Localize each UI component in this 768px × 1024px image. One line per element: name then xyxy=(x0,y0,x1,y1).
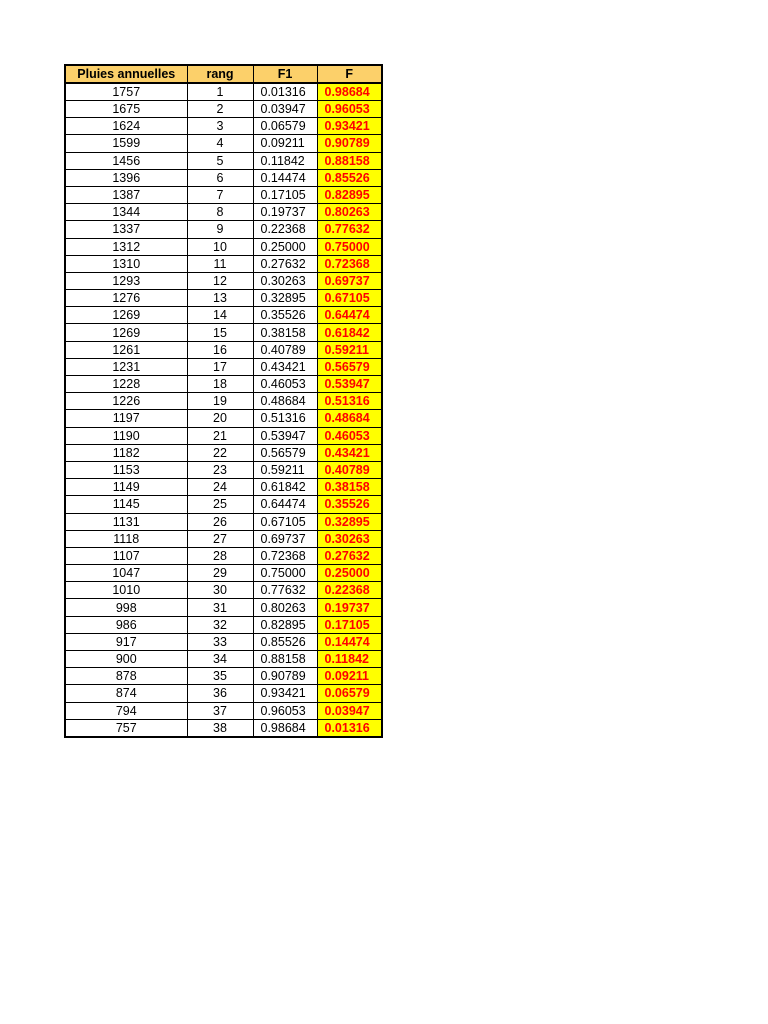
cell-f[interactable]: 0.69737 xyxy=(317,272,382,289)
table-row xyxy=(65,186,382,203)
cell-rang[interactable]: 21 xyxy=(187,427,253,444)
cell-pluies-annuelles[interactable]: 1269 xyxy=(65,324,187,341)
cell-rang[interactable]: 2 xyxy=(187,101,253,118)
table-row xyxy=(65,221,382,238)
cell-pluies-annuelles[interactable]: 1312 xyxy=(65,238,187,255)
table-row xyxy=(65,376,382,393)
cell-rang[interactable]: 34 xyxy=(187,651,253,668)
cell-f[interactable]: 0.43421 xyxy=(317,444,382,461)
cell-rang[interactable]: 13 xyxy=(187,290,253,307)
cell-f1[interactable]: 0.19737 xyxy=(253,204,317,221)
cell-pluies-annuelles[interactable]: 1344 xyxy=(65,204,187,221)
cell-pluies-annuelles[interactable]: 1226 xyxy=(65,393,187,410)
table-row xyxy=(65,358,382,375)
table-row xyxy=(65,719,382,737)
table-row xyxy=(65,341,382,358)
cell-pluies-annuelles[interactable]: 1456 xyxy=(65,152,187,169)
cell-rang[interactable]: 1 xyxy=(187,83,253,101)
cell-f[interactable]: 0.51316 xyxy=(317,393,382,410)
cell-rang[interactable]: 3 xyxy=(187,118,253,135)
cell-rang[interactable]: 15 xyxy=(187,324,253,341)
cell-f1[interactable]: 0.03947 xyxy=(253,101,317,118)
cell-rang[interactable]: 17 xyxy=(187,358,253,375)
cell-pluies-annuelles[interactable]: 986 xyxy=(65,616,187,633)
cell-f1[interactable]: 0.88158 xyxy=(253,651,317,668)
cell-f1[interactable]: 0.56579 xyxy=(253,444,317,461)
table-row xyxy=(65,101,382,118)
cell-f[interactable]: 0.53947 xyxy=(317,376,382,393)
cell-f[interactable]: 0.59211 xyxy=(317,341,382,358)
cell-f[interactable]: 0.77632 xyxy=(317,221,382,238)
table-row xyxy=(65,427,382,444)
cell-f1[interactable]: 0.93421 xyxy=(253,685,317,702)
cell-f1[interactable]: 0.51316 xyxy=(253,410,317,427)
table-row xyxy=(65,633,382,650)
header-pluies-annuelles[interactable]: Pluies annuelles xyxy=(65,65,187,83)
cell-rang[interactable]: 9 xyxy=(187,221,253,238)
cell-pluies-annuelles[interactable]: 1182 xyxy=(65,444,187,461)
table-row xyxy=(65,255,382,272)
table-row xyxy=(65,651,382,668)
cell-f[interactable]: 0.27632 xyxy=(317,547,382,564)
cell-pluies-annuelles[interactable]: 1118 xyxy=(65,530,187,547)
cell-f[interactable]: 0.32895 xyxy=(317,513,382,530)
table-row xyxy=(65,307,382,324)
cell-rang[interactable]: 35 xyxy=(187,668,253,685)
table-body xyxy=(65,83,382,737)
cell-f1[interactable]: 0.90789 xyxy=(253,668,317,685)
cell-f1[interactable]: 0.38158 xyxy=(253,324,317,341)
cell-pluies-annuelles[interactable]: 757 xyxy=(65,719,187,737)
cell-rang[interactable]: 7 xyxy=(187,186,253,203)
cell-rang[interactable]: 29 xyxy=(187,565,253,582)
cell-rang[interactable]: 10 xyxy=(187,238,253,255)
cell-f[interactable]: 0.67105 xyxy=(317,290,382,307)
cell-f[interactable]: 0.25000 xyxy=(317,565,382,582)
cell-f[interactable]: 0.75000 xyxy=(317,238,382,255)
header-f1[interactable]: F1 xyxy=(253,65,317,83)
table-row xyxy=(65,479,382,496)
cell-f1[interactable]: 0.72368 xyxy=(253,547,317,564)
cell-f1[interactable]: 0.64474 xyxy=(253,496,317,513)
cell-pluies-annuelles[interactable]: 1675 xyxy=(65,101,187,118)
table-row xyxy=(65,547,382,564)
cell-f1[interactable]: 0.48684 xyxy=(253,393,317,410)
cell-rang[interactable]: 6 xyxy=(187,169,253,186)
cell-pluies-annuelles[interactable]: 1396 xyxy=(65,169,187,186)
cell-rang[interactable]: 28 xyxy=(187,547,253,564)
table-row xyxy=(65,118,382,135)
cell-f[interactable]: 0.38158 xyxy=(317,479,382,496)
cell-f[interactable]: 0.09211 xyxy=(317,668,382,685)
cell-f[interactable]: 0.35526 xyxy=(317,496,382,513)
table-row xyxy=(65,83,382,101)
cell-f1[interactable]: 0.11842 xyxy=(253,152,317,169)
cell-pluies-annuelles[interactable]: 1337 xyxy=(65,221,187,238)
cell-f1[interactable]: 0.53947 xyxy=(253,427,317,444)
cell-rang[interactable]: 16 xyxy=(187,341,253,358)
table-row xyxy=(65,204,382,221)
cell-f1[interactable]: 0.61842 xyxy=(253,479,317,496)
cell-f1[interactable]: 0.43421 xyxy=(253,358,317,375)
cell-f[interactable]: 0.14474 xyxy=(317,633,382,650)
cell-f1[interactable]: 0.82895 xyxy=(253,616,317,633)
table-row xyxy=(65,290,382,307)
cell-f[interactable]: 0.93421 xyxy=(317,118,382,135)
cell-f[interactable]: 0.98684 xyxy=(317,83,382,101)
cell-pluies-annuelles[interactable]: 1010 xyxy=(65,582,187,599)
cell-f1[interactable]: 0.75000 xyxy=(253,565,317,582)
table-row xyxy=(65,496,382,513)
header-row xyxy=(65,65,382,83)
cell-f1[interactable]: 0.98684 xyxy=(253,719,317,737)
cell-f1[interactable]: 0.77632 xyxy=(253,582,317,599)
cell-f[interactable]: 0.03947 xyxy=(317,702,382,719)
cell-rang[interactable]: 37 xyxy=(187,702,253,719)
cell-pluies-annuelles[interactable]: 998 xyxy=(65,599,187,616)
cell-rang[interactable]: 5 xyxy=(187,152,253,169)
cell-pluies-annuelles[interactable]: 1228 xyxy=(65,376,187,393)
cell-f1[interactable]: 0.67105 xyxy=(253,513,317,530)
cell-f[interactable]: 0.48684 xyxy=(317,410,382,427)
cell-pluies-annuelles[interactable]: 1276 xyxy=(65,290,187,307)
cell-rang[interactable]: 32 xyxy=(187,616,253,633)
cell-f1[interactable]: 0.80263 xyxy=(253,599,317,616)
cell-f[interactable]: 0.40789 xyxy=(317,461,382,478)
cell-f1[interactable]: 0.40789 xyxy=(253,341,317,358)
cell-pluies-annuelles[interactable]: 1231 xyxy=(65,358,187,375)
cell-pluies-annuelles[interactable]: 1269 xyxy=(65,307,187,324)
cell-pluies-annuelles[interactable]: 1131 xyxy=(65,513,187,530)
cell-rang[interactable]: 27 xyxy=(187,530,253,547)
cell-f[interactable]: 0.80263 xyxy=(317,204,382,221)
table-row xyxy=(65,444,382,461)
cell-rang[interactable]: 31 xyxy=(187,599,253,616)
table-row xyxy=(65,393,382,410)
rainfall-frequency-table xyxy=(64,64,383,738)
cell-rang[interactable]: 8 xyxy=(187,204,253,221)
table-row xyxy=(65,582,382,599)
table-row xyxy=(65,324,382,341)
cell-rang[interactable]: 22 xyxy=(187,444,253,461)
cell-rang[interactable]: 19 xyxy=(187,393,253,410)
cell-f1[interactable]: 0.85526 xyxy=(253,633,317,650)
cell-f1[interactable]: 0.22368 xyxy=(253,221,317,238)
cell-f1[interactable]: 0.59211 xyxy=(253,461,317,478)
cell-pluies-annuelles[interactable]: 917 xyxy=(65,633,187,650)
cell-f[interactable]: 0.46053 xyxy=(317,427,382,444)
cell-f[interactable]: 0.72368 xyxy=(317,255,382,272)
cell-pluies-annuelles[interactable]: 1310 xyxy=(65,255,187,272)
cell-rang[interactable]: 23 xyxy=(187,461,253,478)
cell-f[interactable]: 0.22368 xyxy=(317,582,382,599)
cell-f1[interactable]: 0.09211 xyxy=(253,135,317,152)
cell-f[interactable]: 0.85526 xyxy=(317,169,382,186)
table-row xyxy=(65,461,382,478)
cell-rang[interactable]: 18 xyxy=(187,376,253,393)
cell-pluies-annuelles[interactable]: 874 xyxy=(65,685,187,702)
cell-f1[interactable]: 0.25000 xyxy=(253,238,317,255)
table-row xyxy=(65,616,382,633)
cell-pluies-annuelles[interactable]: 1599 xyxy=(65,135,187,152)
cell-f1[interactable]: 0.01316 xyxy=(253,83,317,101)
cell-pluies-annuelles[interactable]: 1047 xyxy=(65,565,187,582)
table-row xyxy=(65,599,382,616)
table-row xyxy=(65,668,382,685)
table-row xyxy=(65,135,382,152)
cell-rang[interactable]: 36 xyxy=(187,685,253,702)
cell-f[interactable]: 0.17105 xyxy=(317,616,382,633)
table-row xyxy=(65,565,382,582)
table-row xyxy=(65,152,382,169)
cell-f[interactable]: 0.96053 xyxy=(317,101,382,118)
cell-rang[interactable]: 24 xyxy=(187,479,253,496)
cell-f1[interactable]: 0.06579 xyxy=(253,118,317,135)
cell-rang[interactable]: 14 xyxy=(187,307,253,324)
table-row xyxy=(65,238,382,255)
cell-f[interactable]: 0.88158 xyxy=(317,152,382,169)
table-row xyxy=(65,169,382,186)
cell-f1[interactable]: 0.17105 xyxy=(253,186,317,203)
cell-f[interactable]: 0.61842 xyxy=(317,324,382,341)
cell-pluies-annuelles[interactable]: 1624 xyxy=(65,118,187,135)
cell-f[interactable]: 0.90789 xyxy=(317,135,382,152)
cell-f1[interactable]: 0.32895 xyxy=(253,290,317,307)
header-f[interactable]: F xyxy=(317,65,382,83)
table-row xyxy=(65,702,382,719)
cell-f1[interactable]: 0.30263 xyxy=(253,272,317,289)
cell-pluies-annuelles[interactable]: 878 xyxy=(65,668,187,685)
cell-f1[interactable]: 0.35526 xyxy=(253,307,317,324)
cell-f1[interactable]: 0.27632 xyxy=(253,255,317,272)
cell-pluies-annuelles[interactable]: 1197 xyxy=(65,410,187,427)
cell-f[interactable]: 0.30263 xyxy=(317,530,382,547)
cell-pluies-annuelles[interactable]: 1153 xyxy=(65,461,187,478)
table-row xyxy=(65,513,382,530)
cell-f1[interactable]: 0.69737 xyxy=(253,530,317,547)
cell-rang[interactable]: 4 xyxy=(187,135,253,152)
cell-rang[interactable]: 33 xyxy=(187,633,253,650)
cell-rang[interactable]: 11 xyxy=(187,255,253,272)
table-header xyxy=(65,65,382,83)
table-row xyxy=(65,685,382,702)
cell-pluies-annuelles[interactable]: 1261 xyxy=(65,341,187,358)
table-row xyxy=(65,530,382,547)
cell-pluies-annuelles[interactable]: 1757 xyxy=(65,83,187,101)
cell-f[interactable]: 0.82895 xyxy=(317,186,382,203)
cell-f1[interactable]: 0.46053 xyxy=(253,376,317,393)
cell-pluies-annuelles[interactable]: 900 xyxy=(65,651,187,668)
cell-rang[interactable]: 25 xyxy=(187,496,253,513)
cell-f[interactable]: 0.01316 xyxy=(317,719,382,737)
cell-f[interactable]: 0.64474 xyxy=(317,307,382,324)
cell-f[interactable]: 0.19737 xyxy=(317,599,382,616)
cell-rang[interactable]: 26 xyxy=(187,513,253,530)
table-row xyxy=(65,272,382,289)
cell-pluies-annuelles[interactable]: 1387 xyxy=(65,186,187,203)
cell-pluies-annuelles[interactable]: 1149 xyxy=(65,479,187,496)
cell-pluies-annuelles[interactable]: 1190 xyxy=(65,427,187,444)
cell-f[interactable]: 0.06579 xyxy=(317,685,382,702)
cell-rang[interactable]: 38 xyxy=(187,719,253,737)
cell-rang[interactable]: 20 xyxy=(187,410,253,427)
cell-pluies-annuelles[interactable]: 1145 xyxy=(65,496,187,513)
cell-f1[interactable]: 0.96053 xyxy=(253,702,317,719)
cell-f[interactable]: 0.11842 xyxy=(317,651,382,668)
cell-rang[interactable]: 30 xyxy=(187,582,253,599)
header-rang[interactable]: rang xyxy=(187,65,253,83)
cell-pluies-annuelles[interactable]: 1293 xyxy=(65,272,187,289)
table-row xyxy=(65,410,382,427)
cell-pluies-annuelles[interactable]: 794 xyxy=(65,702,187,719)
cell-pluies-annuelles[interactable]: 1107 xyxy=(65,547,187,564)
cell-f[interactable]: 0.56579 xyxy=(317,358,382,375)
cell-rang[interactable]: 12 xyxy=(187,272,253,289)
cell-f1[interactable]: 0.14474 xyxy=(253,169,317,186)
